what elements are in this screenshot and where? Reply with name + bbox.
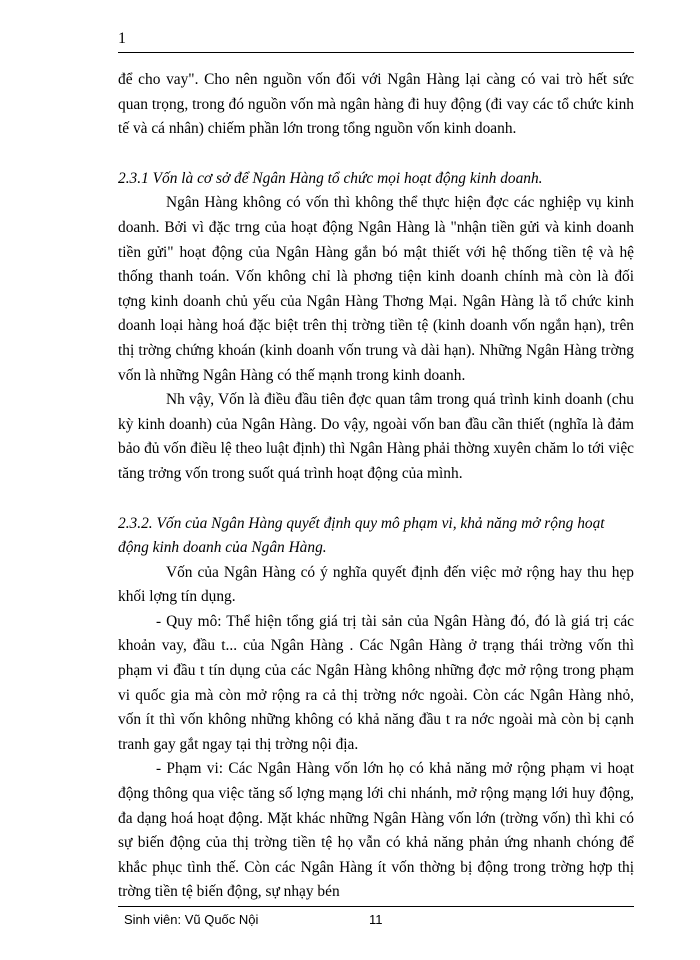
paragraph: để cho vay". Cho nên nguồn vốn đối với Ngân Hàng lại càng có vai trò hết sức quan trọng, trong đó nguồn vốn mà ngân hàng đi huy động (đi vay các tổ chức kinh tế và cá nhân) chiếm phần lớn trong tổng nguồn vốn kinh doanh. <box>118 71 634 138</box>
header-page-number: 1 <box>118 30 126 47</box>
footer-student: Sinh viên: Vũ Quốc Nội <box>124 912 259 927</box>
paragraph: - Phạm vi: Các Ngân Hàng vốn lớn họ có khả năng mở rộng phạm vi hoạt động thông qua việc tăng số lợng mạng lới chi nhánh, mở rộng mạng lới huy động, đa dạng hoá hoạt động. Mặt khác những Ngân Hàng vốn lớn (trờng vốn) thì khi có sự biến động của thị trờng tiền tệ họ vẫn có khả năng phản ứng nhanh chóng để khắc phục tình thế. Còn các Ngân Hàng ít vốn thờng bị động trong trờng hợp thị trờng tiền tệ biến động, sự nhạy bén <box>118 760 634 901</box>
header-rule <box>118 52 634 53</box>
paragraph: Ngân Hàng không có vốn thì không thể thực hiện đợc các nghiệp vụ kinh doanh. Bởi vì đặc trng của hoạt động Ngân Hàng là "nhận tiền gửi và kinh doanh tiền gửi" hoạt động của Ngân Hàng gắn bó mật thiết với hệ thống tiền tệ và hệ thống thanh toán. Vốn không chỉ là phơng tiện kinh doanh chính mà còn là đối tợng kinh doanh chủ yếu của Ngân Hàng Thơng Mại. Ngân Hàng là tổ chức kinh doanh loại hàng hoá đặc biệt trên thị trờng tiền tệ (kinh doanh vốn ngắn hạn), trên thị trờng chứng khoán (kinh doanh vốn trung và dài hạn). Những Ngân Hàng trờng vốn là những Ngân Hàng có thế mạnh trong kinh doanh. <box>118 194 634 384</box>
paragraph: - Quy mô: Thể hiện tổng giá trị tài sản của Ngân Hàng đó, đó là giá trị các khoản vay, đầu t... của Ngân Hàng . Các Ngân Hàng ở trạng thái trờng vốn thì phạm vi đầu t tín dụng của các Ngân Hàng không những đợc mở rộng trong phạm vi quốc gia mà còn mở rộng ra cả thị trờng nớc ngoài. Còn các Ngân Hàng nhỏ, vốn ít thì vốn không những không có khả năng đầu t ra nớc ngoài mà còn bị cạnh tranh gay gắt ngay tại thị trờng nội địa. <box>118 612 634 753</box>
paragraph: Vốn của Ngân Hàng có ý nghĩa quyết định đến việc mở rộng hay thu hẹp khối lợng tín dụng. <box>118 563 634 606</box>
section-heading-2-3-2: 2.3.2. Vốn của Ngân Hàng quyết định quy mô phạm vi, khả năng mở rộng hoạt động kinh doanh của Ngân Hàng. <box>118 514 605 557</box>
paragraph: Nh vậy, Vốn là điều đầu tiên đợc quan tâm trong quá trình kinh doanh (chu kỳ kinh doanh) của Ngân Hàng. Do vậy, ngoài vốn ban đầu cần thiết (nghĩa là đảm bảo đủ vốn điều lệ theo luật định) thì Ngân Hàng phải thờng xuyên chăm lo tới việc tăng trởng vốn trong suốt quá trình hoạt động của mình. <box>118 391 634 482</box>
document-body <box>118 68 634 905</box>
footer-page-number: 11 <box>369 912 383 927</box>
section-heading-2-3-1: 2.3.1 Vốn là cơ sở để Ngân Hàng tổ chức mọi hoạt động kinh doanh. <box>118 169 543 187</box>
footer-rule <box>118 906 634 907</box>
